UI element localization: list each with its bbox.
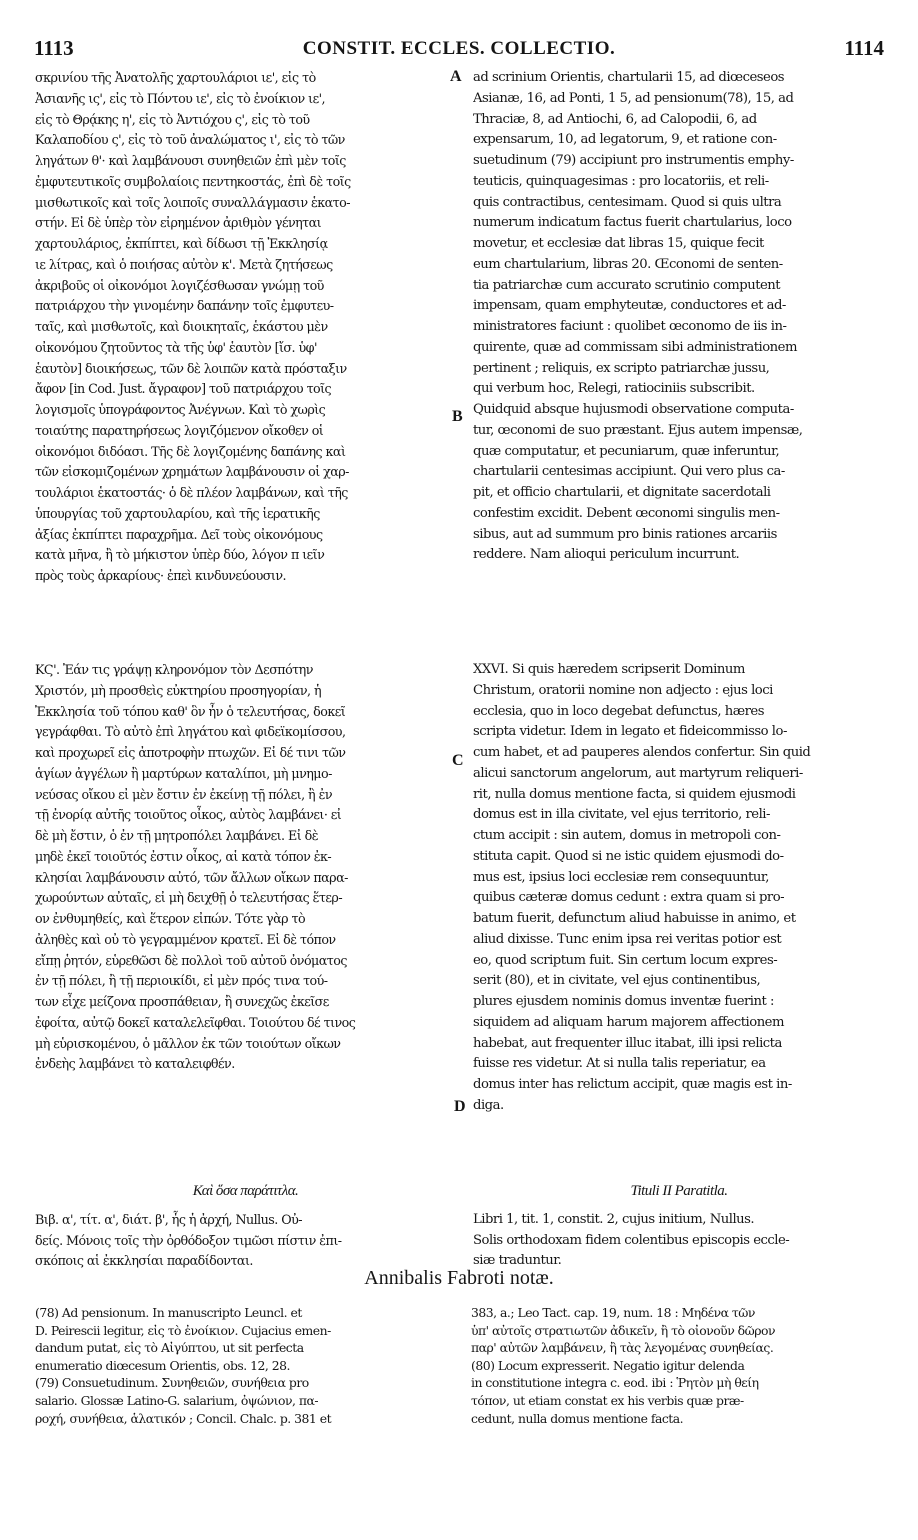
note-line: τόπον, ut etiam constat ex his verbis quæ præ- bbox=[471, 1392, 744, 1408]
text-line: sibus, aut ad summum pro binis rationes arcariis bbox=[473, 526, 777, 542]
note-line: ὑπ' αὐτοῖς στρατιωτῶν ἀδικεῖν, ἢ τὸ οἰονοῦν δῶρον bbox=[471, 1322, 776, 1338]
text-line: σκόποις αἱ ἐκκλησίαι παραδίδονται. bbox=[35, 1253, 253, 1269]
text-line: ΚϚ'. Ἐάν τις γράψῃ κληρονόμον τὸν Δεσπότην bbox=[35, 662, 313, 677]
text-line: siæ traduntur. bbox=[473, 1253, 562, 1269]
text-line: movetur, et ecclesiæ dat libras 15, quique fecit bbox=[473, 236, 764, 251]
text-line: tia patriarchæ cum accurato scrutinio computent bbox=[473, 277, 781, 293]
text-line: qui verbum hoc, Relegi, ratiociniis subscribit. bbox=[473, 381, 755, 397]
text-line: habebat, aut frequenter illuc itabat, illi ipsi relicta bbox=[473, 1035, 782, 1051]
note-line: 383, a.; Leo Tact. cap. 19, num. 18 : Μηδένα τῶν bbox=[471, 1305, 755, 1320]
text-line: ιε λίτρας, καὶ ὁ ποιήσας αὐτὸν κ'. Μετὰ ζητήσεως bbox=[35, 256, 333, 272]
text-line: plures ejusdem nominis domus inventæ fuerint : bbox=[473, 994, 774, 1009]
text-line: Libri 1, tit. 1, constit. 2, cujus initium, Nullus. bbox=[473, 1211, 755, 1227]
text-line: ἁγίων ἀγγέλων ἢ μαρτύρων καταλίποι, μὴ μνημο- bbox=[35, 765, 332, 781]
note-line: D. Peirescii legitur, εἰς τὸ ἐνοίκιον. Cujacius emen- bbox=[35, 1322, 331, 1338]
text-line: ἐφοίτα, αὐτῷ δοκεῖ καταλελεῖφθαι. Τοιούτου δέ τινος bbox=[35, 1014, 356, 1030]
text-line: ἐμφυτευτικοῖς συμβολαίοις πεντηκοστάς, ἐπὶ δὲ τοῖς bbox=[35, 173, 351, 189]
text-line: Ἐκκλησία τοῦ τόπου καθ' ὃν ἦν ὁ τελευτήσας, δοκεῖ bbox=[35, 703, 346, 719]
text-line: οἰκονόμου ζητοῦντος τὰ τῆς ὑφ' ἑαυτὸν [ἴσ. ὑφ' bbox=[35, 339, 317, 355]
text-line: ad scrinium Orientis, chartularii 15, ad diœceseos bbox=[473, 70, 785, 85]
text-line: Βιβ. α', τίτ. α', διάτ. β', ἧς ἡ ἀρχή, Nullus. Οὐ- bbox=[35, 1211, 302, 1227]
text-line: μηδὲ ἐκεῖ τοιοῦτός ἐστιν οἶκος, αἱ κατὰ τόπον ἐκ- bbox=[35, 848, 332, 864]
notes-title: Annibalis Fabroti notæ. bbox=[364, 1267, 554, 1289]
notes-right-column bbox=[471, 1304, 885, 1427]
text-line: κλησίαι λαμβάνουσιν αὐτό, τῶν ἄλλων οἴκων παρα- bbox=[35, 869, 348, 885]
page-number-right: 1114 bbox=[844, 36, 884, 60]
text-line: stituta capit. Quod si ne istic quidem ejusmodi do- bbox=[473, 848, 784, 864]
greek-column-block-1 bbox=[35, 68, 456, 587]
margin-letter-c: C bbox=[452, 752, 464, 769]
text-line: τουλάριοι ἑκατοστάς· ὁ δὲ πλέον λαμβάνων, καὶ τῆς bbox=[35, 485, 348, 500]
text-line: πατριάρχου τὴν γινομένην δαπάνην τοῖς ἐμφυτευ- bbox=[35, 298, 334, 314]
text-line: tur, œconomi de suo præstant. Ejus autem impensæ, bbox=[473, 422, 803, 438]
note-line: in constitutione integra c. eod. ibi : Ῥητὸν μὴ θείη bbox=[471, 1375, 759, 1391]
latin-column-block-1 bbox=[473, 68, 885, 566]
text-line: ον ἐνθυμηθείς, καὶ ἕτερον εἰπών. Τότε γὰρ τὸ bbox=[35, 911, 306, 926]
text-line: εἰς τὸ Θρᾴκης η', εἰς τὸ Ἀντιόχου ς', εἰς τὸ τοῦ bbox=[35, 111, 310, 127]
text-line: expensarum, 10, ad legatorum, 9, et ratione con- bbox=[473, 132, 777, 148]
margin-letter-b: B bbox=[452, 408, 463, 425]
note-line: cedunt, nulla domus mentione facta. bbox=[471, 1410, 684, 1426]
text-line: σκρινίου τῆς Ἀνατολῆς χαρτουλάριοι ιε', εἰς τὸ bbox=[35, 70, 316, 85]
text-line: δὲ μὴ ἔστιν, ὁ ἐν τῇ μητροπόλει λαμβάνει. Εἰ δὲ bbox=[35, 828, 318, 843]
text-line: domus inter has relictum accipit, quæ magis est in- bbox=[473, 1077, 792, 1092]
text-line: χαρτουλάριος, ἐκπίπτει, καὶ δίδωσι τῇ Ἐκκλησίᾳ bbox=[35, 236, 328, 251]
note-line: enumeratio diœcesum Orientis, obs. 12, 28. bbox=[35, 1357, 290, 1373]
text-line: ἐν τῇ πόλει, ἢ τῇ περιοικίδι, εἰ μὲν πρός τινα τού- bbox=[35, 973, 328, 989]
running-header bbox=[34, 36, 884, 62]
text-line: pertinent ; reliquis, ex scripto patriarchæ jussu, bbox=[473, 360, 770, 376]
text-line: quis contractibus, centesimam. Quod si quis ultra bbox=[473, 194, 782, 210]
text-line: numerum indicatum factus fuerit chartularius, loco bbox=[473, 215, 792, 231]
text-line: ταῖς, καὶ μισθωτοῖς, καὶ διοικηταῖς, ἑκάστου μὲν bbox=[35, 319, 328, 334]
note-line: dandum putat, εἰς τὸ Αἰγύπτου, ut sit perfecta bbox=[35, 1340, 304, 1356]
text-line: ecclesia, quo in loco degebat defunctus, hæres bbox=[473, 703, 764, 719]
text-line: ἀκριβοῦς οἱ οἰκονόμοι λογιζέσθωσαν γνώμῃ τοῦ bbox=[35, 277, 324, 293]
text-line: rit, nulla domus mentione facta, si quidem ejusmodi bbox=[473, 786, 796, 802]
page-number-left: 1113 bbox=[34, 36, 74, 60]
note-line: (79) Consuetudinum. Συνηθειῶν, συνήθεια pro bbox=[35, 1375, 309, 1391]
text-line: μισθωτικοῖς καὶ τοῖς λοιποῖς συναλλάγμασιν ἑκατο- bbox=[35, 194, 350, 210]
text-line: teuticis, quinquagesimas : pro locatoriis, et reli- bbox=[473, 173, 769, 189]
note-line: (80) Locum expresserit. Negatio igitur delenda bbox=[471, 1357, 745, 1373]
text-line: νεύσας οἴκου εἰ μὲν ἔστιν ἐν ἐκείνῃ τῇ πόλει, ἢ ἐν bbox=[35, 786, 333, 802]
greek-paratitla-heading: Καὶ ὅσα παράτιτλα. bbox=[192, 1183, 299, 1199]
text-line: ὑπουργίας τοῦ χαρτουλαρίου, καὶ τῆς ἱερατικῆς bbox=[35, 505, 320, 521]
text-line: ἑαυτὸν] διοικήσεως, τῶν δὲ λοιπῶν κατὰ πρόσταξιν bbox=[35, 360, 347, 376]
text-line: εἴπῃ ῥητόν, εὑρεθῶσι δὲ πολλοὶ τοῦ αὐτοῦ ὀνόματος bbox=[35, 952, 347, 968]
text-line: siquidem ad aliquam harum majorem affectionem bbox=[473, 1014, 784, 1030]
text-line: Ἀσιανῆς ις', εἰς τὸ Πόντου ιε', εἰς τὸ ἐνοίκιον ιε', bbox=[35, 90, 326, 106]
text-line: XXVI. Si quis hæredem scripserit Dominum bbox=[473, 662, 745, 677]
text-line: κατὰ μῆνα, ἢ τὸ μήκιστον ὑπὲρ δύο, λόγον π ιεῖν bbox=[35, 547, 325, 563]
text-line: τοιαύτης παρατηρήσεως λογιζόμενον οἴκοθεν οἱ bbox=[35, 422, 324, 438]
text-line: Solis orthodoxam fidem colentibus episcopis eccle- bbox=[473, 1232, 790, 1248]
text-line: suetudinum (79) accipiunt pro instrumentis emphy- bbox=[473, 153, 794, 168]
text-line: impensam, quam emphyteutæ, conductores et ad- bbox=[473, 298, 786, 314]
text-line: δείς. Μόνοις τοῖς τὴν ὀρθόδοξον τιμῶσι πίστιν ἐπι- bbox=[35, 1232, 342, 1248]
text-line: χωρούντων αὐταῖς, εἰ μὴ δειχθῇ ὁ τελευτήσας ἕτερ- bbox=[35, 890, 343, 906]
text-line: ἀξίας ἐκπίπτει παραχρῆμα. Δεῖ τοὺς οἰκονόμους bbox=[35, 526, 323, 542]
text-line: Καλαποδίου ς', εἰς τὸ τοῦ ἀναλώματος ι', εἰς τὸ τῶν bbox=[35, 132, 345, 148]
text-line: fuisse res videtur. At si nulla talis reperiatur, ea bbox=[473, 1056, 766, 1072]
note-line: παρ' αὐτῶν λαμβάνειν, ἢ τὰς λεγομένας συνηθείας. bbox=[471, 1340, 774, 1356]
text-line: diga. bbox=[473, 1097, 504, 1113]
text-line: Christum, oratorii nomine non adjecto : ejus loci bbox=[473, 682, 773, 698]
text-line: quæ computatur, et pecuniarum, quæ inferuntur, bbox=[473, 443, 780, 459]
text-line: πρὸς τοὺς ἀρκαρίους· ἐπεὶ κινδυνεύουσιν. bbox=[35, 568, 286, 583]
margin-letter-a: A bbox=[450, 68, 462, 85]
text-line: των εἶχε μείζονα προσπάθειαν, ἢ συνεχῶς ἐκεῖσε bbox=[35, 994, 329, 1009]
text-line: aliud dixisse. Tunc enim ipsa rei veritas potior est bbox=[473, 931, 782, 947]
greek-paratitla bbox=[35, 1181, 456, 1272]
text-line: ctum accipit : sin autem, domus in metropoli con- bbox=[473, 828, 781, 843]
text-line: eo, quod scriptum fuit. Sin certum locum expres- bbox=[473, 952, 778, 968]
text-line: ἄφον [in Cod. Just. ἄγραφον] τοῦ πατριάρχου τοῖς bbox=[35, 381, 332, 397]
latin-paratitla-heading: Tituli II Paratitla. bbox=[630, 1183, 728, 1199]
text-line: Thraciæ, 8, ad Antiochi, 6, ad Calopodii, 6, ad bbox=[473, 111, 757, 127]
text-line: serit (80), et in civitate, vel ejus continentibus, bbox=[473, 973, 761, 989]
text-line: reddere. Nam alioqui periculum incurrunt. bbox=[473, 547, 740, 563]
text-line: Quidquid absque hujusmodi observatione computa- bbox=[473, 402, 794, 417]
text-line: τῇ ἐνορίᾳ αὐτῆς τοιοῦτος οἶκος, αὐτὸς λαμβάνει· εἰ bbox=[35, 807, 342, 823]
greek-column-block-2 bbox=[35, 660, 456, 1075]
text-line: ministratores faciunt : quolibet œconomo de iis in- bbox=[473, 319, 787, 334]
text-line: γεγράφθαι. Τὸ αὐτὸ ἐπὶ ληγάτου καὶ φιδεϊκομίσσου, bbox=[35, 724, 346, 740]
notes-left-column bbox=[35, 1304, 453, 1427]
text-line: batum fuerit, defunctum aliud habuisse in animo, et bbox=[473, 911, 796, 926]
text-line: ἐνδεὴς λαμβάνει τὸ καταλειφθέν. bbox=[35, 1056, 235, 1072]
text-line: cum habet, et ad pauperes alendos confertur. Sin quid bbox=[473, 745, 811, 760]
text-line: καὶ προχωρεῖ εἰς ἀποτροφὴν πτωχῶν. Εἰ δέ τινι τῶν bbox=[35, 745, 346, 760]
text-line: pit, et officio chartularii, et dignitate sacerdotali bbox=[473, 485, 771, 500]
text-line: domus est in illa civitate, vel ejus territorio, reli- bbox=[473, 807, 770, 823]
text-line: scripta videtur. Idem in legato et fideicommisso lo- bbox=[473, 724, 787, 740]
text-line: Asianæ, 16, ad Ponti, 1 5, ad pensionum(78), 15, ad bbox=[473, 90, 794, 106]
note-line: ροχή, συνήθεια, ἁλατικόν ; Concil. Chalc. p. 381 et bbox=[35, 1410, 332, 1426]
text-line: mus est, ipsius loci ecclesiæ rem consequuntur, bbox=[473, 869, 769, 885]
text-line: ἀληθὲς καὶ οὐ τὸ γεγραμμένον κρατεῖ. Εἰ δὲ τόπον bbox=[35, 931, 336, 947]
latin-column-block-2 bbox=[473, 660, 885, 1117]
text-line: στήν. Εἰ δὲ ὑπὲρ τὸν εἰρημένον ἀριθμὸν γένηται bbox=[35, 215, 322, 231]
text-line: λογισμοῖς ὑπογράφοντος Ἀνέγνων. Καὶ τὸ χωρὶς bbox=[35, 402, 326, 417]
text-line: Χριστόν, μὴ προσθεὶς εὐκτηρίου προσηγορίαν, ἡ bbox=[35, 682, 322, 698]
text-line: τῶν εἰσκομιζομένων χρημάτων λαμβάνουσιν οἱ χαρ- bbox=[35, 464, 349, 480]
text-line: quirente, quæ ad commissam sibi administrationem bbox=[473, 339, 797, 355]
margin-letter-d: D bbox=[454, 1098, 466, 1115]
text-line: eum chartularium, libras 20. Œconomi de senten- bbox=[473, 256, 783, 272]
text-line: quibus cæteræ domus cedunt : extra quam si pro- bbox=[473, 890, 785, 906]
running-title: CONSTIT. ECCLES. COLLECTIO. bbox=[302, 38, 616, 59]
text-line: alicui sanctorum angelorum, aut martyrum reliqueri- bbox=[473, 765, 803, 781]
text-line: chartularii centesimas accipiunt. Qui vero plus ca- bbox=[473, 464, 785, 480]
text-line: ληγάτων θ'· καὶ λαμβάνουσι συνηθειῶν ἐπὶ μὲν τοῖς bbox=[35, 153, 346, 168]
text-line: confestim excidit. Debent œconomi singulis men- bbox=[473, 505, 780, 521]
latin-paratitla bbox=[473, 1181, 885, 1272]
note-line: salario. Glossæ Latino-G. salarium, ὀψώνιον, πα- bbox=[35, 1392, 319, 1408]
text-line: μὴ εὑρισκομένου, ὁ μᾶλλον ἐκ τῶν τοιούτων οἴκων bbox=[35, 1035, 341, 1051]
text-line: οἰκονόμοι διδόασι. Τῆς δὲ λογιζομένης δαπάνης καὶ bbox=[35, 443, 346, 459]
note-line: (78) Ad pensionum. In manuscripto Leuncl. et bbox=[35, 1305, 302, 1320]
